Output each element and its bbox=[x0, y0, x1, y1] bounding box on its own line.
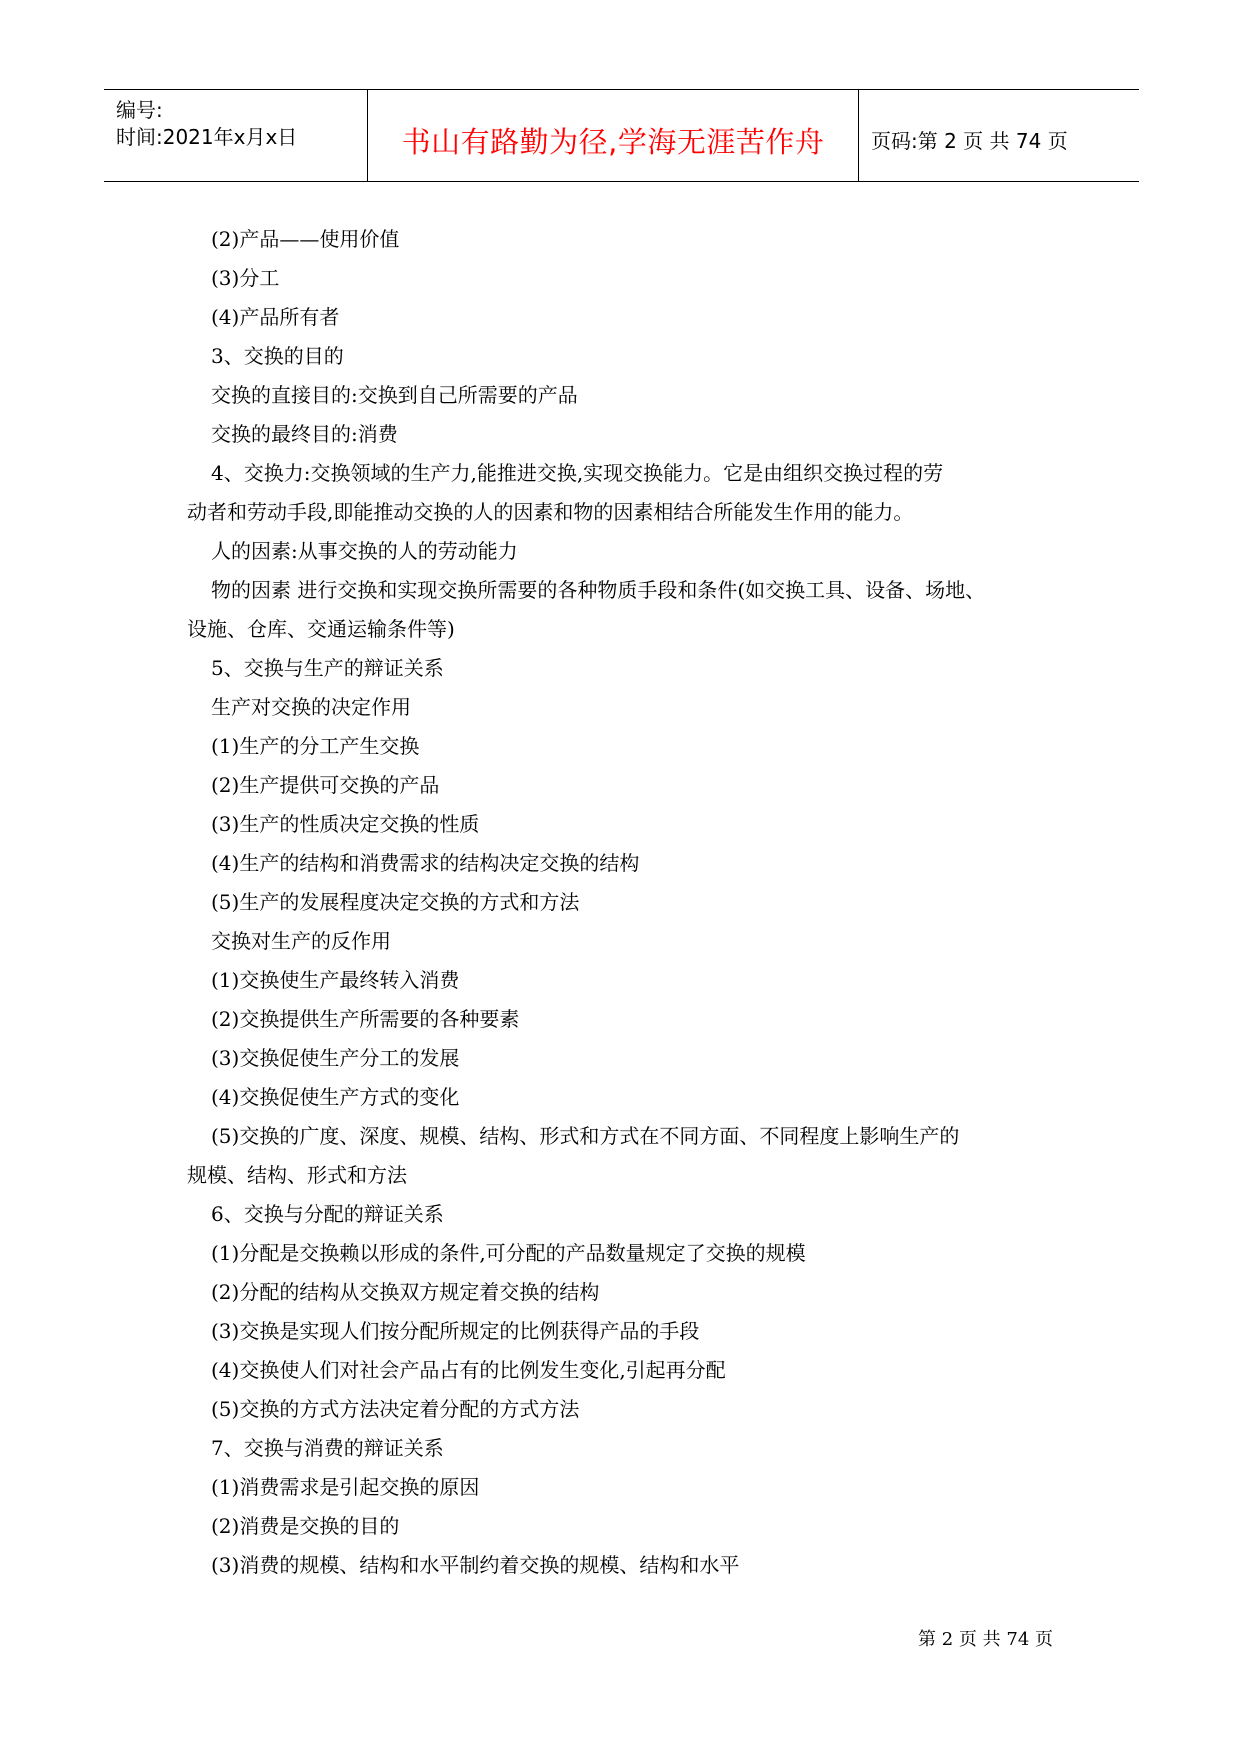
text-line: (2)交换提供生产所需要的各种要素 bbox=[211, 1007, 520, 1031]
text-line: 生产对交换的决定作用 bbox=[211, 695, 411, 719]
text-line: (1)交换使生产最终转入消费 bbox=[211, 968, 460, 992]
text-line: (3)生产的性质决定交换的性质 bbox=[211, 812, 480, 836]
text-line: (1)生产的分工产生交换 bbox=[211, 734, 420, 758]
header-meta-cell bbox=[104, 90, 368, 181]
text-line: (2)分配的结构从交换双方规定着交换的结构 bbox=[211, 1280, 600, 1304]
section-heading: 3、交换的目的 bbox=[211, 344, 344, 368]
text-line: 人的因素:从事交换的人的劳动能力 bbox=[211, 539, 518, 563]
header-page-code: 页码:第 2 页 共 74 页 bbox=[871, 129, 1068, 153]
document-body bbox=[187, 220, 1057, 1585]
page-footer: 第 2 页 共 74 页 bbox=[918, 1629, 1053, 1650]
text-line: (3)交换是实现人们按分配所规定的比例获得产品的手段 bbox=[211, 1319, 700, 1343]
text-line: (4)生产的结构和消费需求的结构决定交换的结构 bbox=[211, 851, 640, 875]
text-line: (5)生产的发展程度决定交换的方式和方法 bbox=[211, 890, 580, 914]
text-line: (2)生产提供可交换的产品 bbox=[211, 773, 440, 797]
text-line: 物的因素 进行交换和实现交换所需要的各种物质手段和条件(如交换工具、设备、场地、 bbox=[211, 578, 986, 602]
document-number-label: 编号: bbox=[116, 98, 163, 122]
text-line: (3)分工 bbox=[211, 266, 280, 290]
section-heading: 4、交换力:交换领域的生产力,能推进交换,实现交换能力。它是由组织交换过程的劳 bbox=[211, 461, 944, 485]
text-line: (2)消费是交换的目的 bbox=[211, 1514, 400, 1538]
header-page-cell bbox=[859, 90, 1139, 181]
text-line: (1)消费需求是引起交换的原因 bbox=[211, 1475, 480, 1499]
text-line: 交换对生产的反作用 bbox=[211, 929, 391, 953]
section-heading: 6、交换与分配的辩证关系 bbox=[211, 1202, 444, 1226]
text-line: (2)产品——使用价值 bbox=[211, 227, 400, 251]
text-line: (4)产品所有者 bbox=[211, 305, 340, 329]
text-line: (4)交换使人们对社会产品占有的比例发生变化,引起再分配 bbox=[211, 1358, 726, 1382]
text-line: 交换的直接目的:交换到自己所需要的产品 bbox=[211, 383, 578, 407]
text-line: (3)交换促使生产分工的发展 bbox=[211, 1046, 460, 1070]
section-heading: 7、交换与消费的辩证关系 bbox=[211, 1436, 444, 1460]
text-line: (1)分配是交换赖以形成的条件,可分配的产品数量规定了交换的规模 bbox=[211, 1241, 806, 1265]
header-motto-cell bbox=[368, 90, 859, 181]
text-line-continued: 设施、仓库、交通运输条件等) bbox=[187, 617, 455, 641]
document-time-label: 时间:2021年x月x日 bbox=[116, 125, 298, 149]
text-line: (5)交换的广度、深度、规模、结构、形式和方式在不同方面、不同程度上影响生产的 bbox=[211, 1124, 960, 1148]
text-line: 交换的最终目的:消费 bbox=[211, 422, 398, 446]
text-line-continued: 动者和劳动手段,即能推动交换的人的因素和物的因素相结合所能发生作用的能力。 bbox=[187, 500, 914, 524]
text-line-continued: 规模、结构、形式和方法 bbox=[187, 1163, 407, 1187]
header-motto: 书山有路勤为径,学海无涯苦作舟 bbox=[401, 125, 825, 159]
page-header bbox=[104, 89, 1139, 182]
text-line: (5)交换的方式方法决定着分配的方式方法 bbox=[211, 1397, 580, 1421]
section-heading: 5、交换与生产的辩证关系 bbox=[211, 656, 444, 680]
text-line: (3)消费的规模、结构和水平制约着交换的规模、结构和水平 bbox=[211, 1553, 740, 1577]
text-line: (4)交换促使生产方式的变化 bbox=[211, 1085, 460, 1109]
